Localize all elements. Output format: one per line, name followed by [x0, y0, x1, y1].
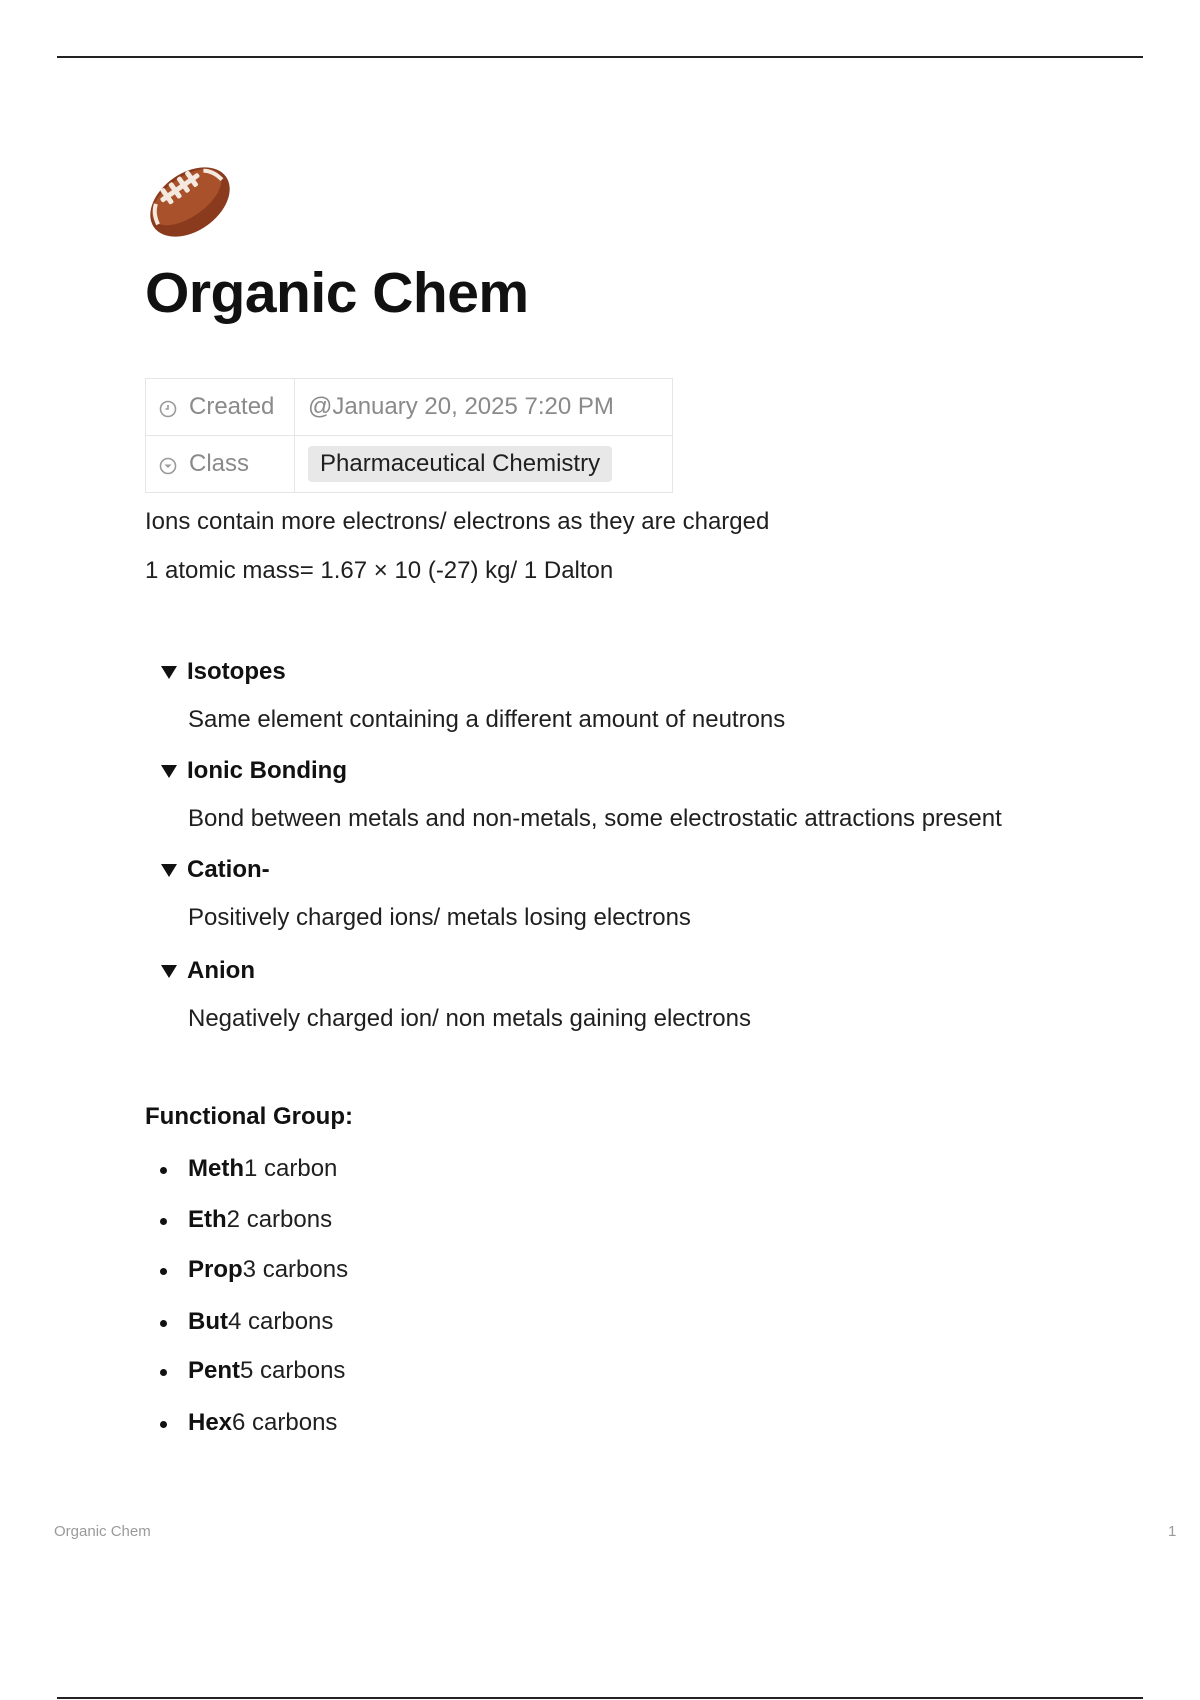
- prefix-bold: Pent: [188, 1357, 241, 1384]
- toggle-body: Bond between metals and non-metals, some electrostatic attractions present: [188, 805, 1002, 832]
- class-value-cell: [295, 436, 673, 493]
- clock-icon: [159, 400, 177, 418]
- property-row-created: [146, 379, 673, 436]
- toggle-block-cation: [161, 854, 691, 934]
- toggle-header[interactable]: [161, 955, 751, 987]
- carbon-count: 2 carbons: [226, 1206, 333, 1233]
- properties-table: [145, 378, 673, 493]
- footer-page-number: 1: [1168, 1523, 1177, 1540]
- toggle-triangle-icon[interactable]: [161, 965, 177, 978]
- property-label-cell: [146, 436, 295, 493]
- paragraph-atomic-mass: 1 atomic mass= 1.67 × 10 (-27) kg/ 1 Dalton: [145, 557, 614, 584]
- paragraph-ions: Ions contain more electrons/ electrons as they are charged: [145, 508, 770, 535]
- property-row-class: [146, 436, 673, 493]
- toggle-block-isotopes: [161, 656, 785, 736]
- prefix-bold: Eth: [188, 1206, 227, 1233]
- toggle-body: Same element containing a different amount of neutrons: [188, 706, 786, 733]
- carbon-count: 1 carbon: [244, 1155, 338, 1182]
- created-date-value[interactable]: @January 20, 2025 7:20 PM: [295, 379, 673, 436]
- toggle-block-ionic-bonding: [161, 755, 1002, 835]
- toggle-body: Negatively charged ion/ non metals gaining electrons: [188, 1005, 752, 1032]
- functional-group-heading: Functional Group:: [145, 1103, 353, 1130]
- toggle-header[interactable]: [161, 656, 785, 688]
- bullet-dot: [160, 1268, 167, 1275]
- toggle-triangle-icon[interactable]: [161, 864, 177, 877]
- bullet-dot: [160, 1421, 167, 1428]
- carbon-count: 3 carbons: [242, 1256, 349, 1283]
- american-football-icon: [145, 160, 235, 244]
- bullet-dot: [160, 1369, 167, 1376]
- property-label-cell: [146, 379, 295, 436]
- footer-title: Organic Chem: [54, 1523, 151, 1540]
- toggle-triangle-icon[interactable]: [161, 765, 177, 778]
- carbon-count: 5 carbons: [240, 1357, 346, 1384]
- toggle-heading: Ionic Bonding: [187, 757, 347, 784]
- toggle-header[interactable]: [161, 755, 1002, 787]
- property-label: Class: [189, 450, 250, 477]
- top-rule: [57, 56, 1143, 58]
- prefix-bold: Prop: [188, 1256, 243, 1283]
- property-label: Created: [189, 393, 275, 420]
- toggle-heading: Isotopes: [187, 658, 286, 685]
- prefix-bold: Meth: [188, 1155, 244, 1182]
- toggle-triangle-icon[interactable]: [161, 666, 177, 679]
- bullet-dot: [160, 1320, 167, 1327]
- carbon-count: 4 carbons: [227, 1308, 334, 1335]
- bullet-dot: [160, 1218, 167, 1225]
- carbon-count: 6 carbons: [232, 1409, 338, 1436]
- page-title: Organic Chem: [145, 261, 529, 325]
- toggle-heading: Anion: [187, 957, 255, 984]
- class-tag[interactable]: Pharmaceutical Chemistry: [308, 446, 612, 482]
- toggle-heading: Cation-: [187, 856, 270, 883]
- toggle-body: Positively charged ions/ metals losing electrons: [188, 904, 691, 931]
- prefix-bold: Hex: [188, 1409, 233, 1436]
- bottom-rule: [57, 1697, 1143, 1699]
- bullet-dot: [160, 1167, 167, 1174]
- toggle-block-anion: [161, 955, 751, 1035]
- toggle-header[interactable]: [161, 854, 691, 886]
- select-circle-icon: [159, 457, 177, 475]
- prefix-bold: But: [188, 1308, 228, 1335]
